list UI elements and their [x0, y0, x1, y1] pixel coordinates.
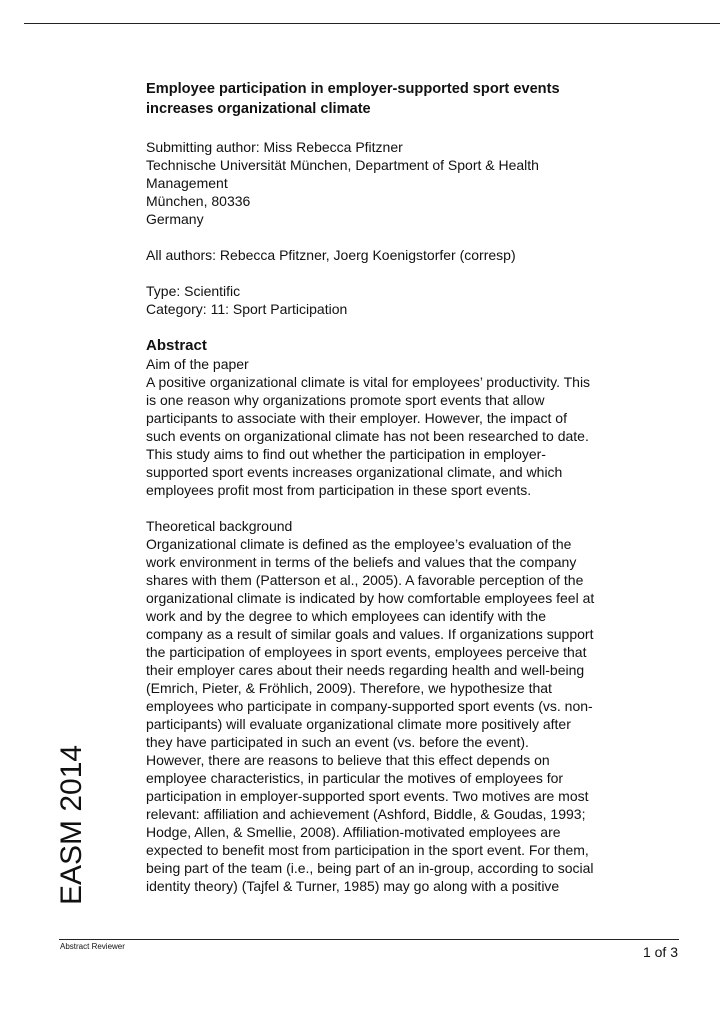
all-authors-block	[146, 246, 666, 264]
aim-text-line: supported sport events increases organizational climate, and which	[146, 464, 563, 480]
footer-reviewer-label: Abstract Reviewer	[60, 942, 125, 951]
background-text-line: employees who participate in company-supported sport events (vs. non-	[146, 698, 593, 714]
document-body	[146, 79, 666, 913]
aim-text-line: is one reason why organizations promote sport events that allow	[146, 392, 545, 408]
aim-paragraph	[146, 373, 666, 499]
background-text-line: Organizational climate is defined as the employee’s evaluation of the	[146, 536, 572, 552]
author-block	[146, 138, 666, 228]
footer-rule	[59, 939, 679, 940]
background-text-line: employee characteristics, in particular the motives of employees for	[146, 770, 564, 786]
abstract-heading: Abstract	[146, 337, 207, 354]
aim-text-line: A positive organizational climate is vital for employees’ productivity. This	[146, 374, 591, 390]
submitting-author: Submitting author: Miss Rebecca Pfitzner	[146, 139, 403, 155]
background-text-line: company as a result of similar goals and values. If organizations support	[146, 626, 594, 642]
background-text-line: work environment in terms of the beliefs and values that the company	[146, 554, 577, 570]
page-number: 1 of 3	[642, 944, 678, 960]
background-heading: Theoretical background	[146, 518, 293, 534]
abstract-background-section	[146, 517, 666, 895]
title-line-1: Employee participation in employer-supported sport events	[146, 81, 560, 97]
background-text-line: work and by the degree to which employees can identify with the	[146, 608, 547, 624]
background-text-line: the participation of employees in sport events, employees perceive that	[146, 644, 587, 660]
background-text-line: participation in employer-supported sport events. Two motives are most	[146, 788, 589, 804]
background-text-line: shares with them (Patterson et al., 2005). A favorable perception of the	[146, 572, 584, 588]
all-authors: All authors: Rebecca Pfitzner, Joerg Koenigstorfer (corresp)	[146, 247, 516, 263]
title-line-2: increases organizational climate	[146, 101, 371, 117]
affiliation-line-2: Management	[146, 175, 228, 191]
top-rule	[24, 23, 720, 24]
background-text-line: relevant: affiliation and achievement (Ashford, Biddle, & Goudas, 1993;	[146, 806, 586, 822]
background-text-line: they have participated in such an event (vs. before the event).	[146, 734, 529, 750]
background-text-line: being part of the team (i.e., being part of an in-group, according to social	[146, 860, 594, 876]
affiliation-line-1: Technische Universität München, Department of Sport & Health	[146, 157, 539, 173]
background-text-line: (Emrich, Pieter, & Fröhlich, 2009). Therefore, we hypothesize that	[146, 680, 552, 696]
background-text-line: participants) will evaluate organizational climate more positively after	[146, 716, 571, 732]
background-text-line: expected to benefit most from participation in the sport event. For them,	[146, 842, 589, 858]
background-paragraph	[146, 535, 666, 895]
city-postcode: München, 80336	[146, 193, 251, 209]
background-text-line: However, there are reasons to believe that this effect depends on	[146, 752, 550, 768]
aim-text-line: employees profit most from participation in these sport events.	[146, 482, 532, 498]
background-text-line: their employer cares about their needs regarding health and well-being	[146, 662, 585, 678]
paper-category: Category: 11: Sport Participation	[146, 301, 348, 317]
type-category-block	[146, 282, 666, 318]
conference-side-label: EASM 2014	[55, 744, 88, 905]
aim-text-line: participants to associate with their employer. However, the impact of	[146, 410, 567, 426]
background-text-line: Hodge, Allen, & Smellie, 2008). Affiliation-motivated employees are	[146, 824, 561, 840]
background-text-line: identity theory) (Tajfel & Turner, 1985) may go along with a positive	[146, 878, 560, 894]
aim-heading: Aim of the paper	[146, 356, 249, 372]
abstract-aim-section	[146, 336, 666, 499]
aim-text-line: This study aims to find out whether the participation in employer-	[146, 446, 546, 462]
background-text-line: organizational climate is indicated by how comfortable employees feel at	[146, 590, 595, 606]
paper-type: Type: Scientific	[146, 283, 241, 299]
paper-title	[146, 79, 666, 119]
aim-text-line: such events on organizational climate has not been researched to date.	[146, 428, 589, 444]
country: Germany	[146, 211, 204, 227]
